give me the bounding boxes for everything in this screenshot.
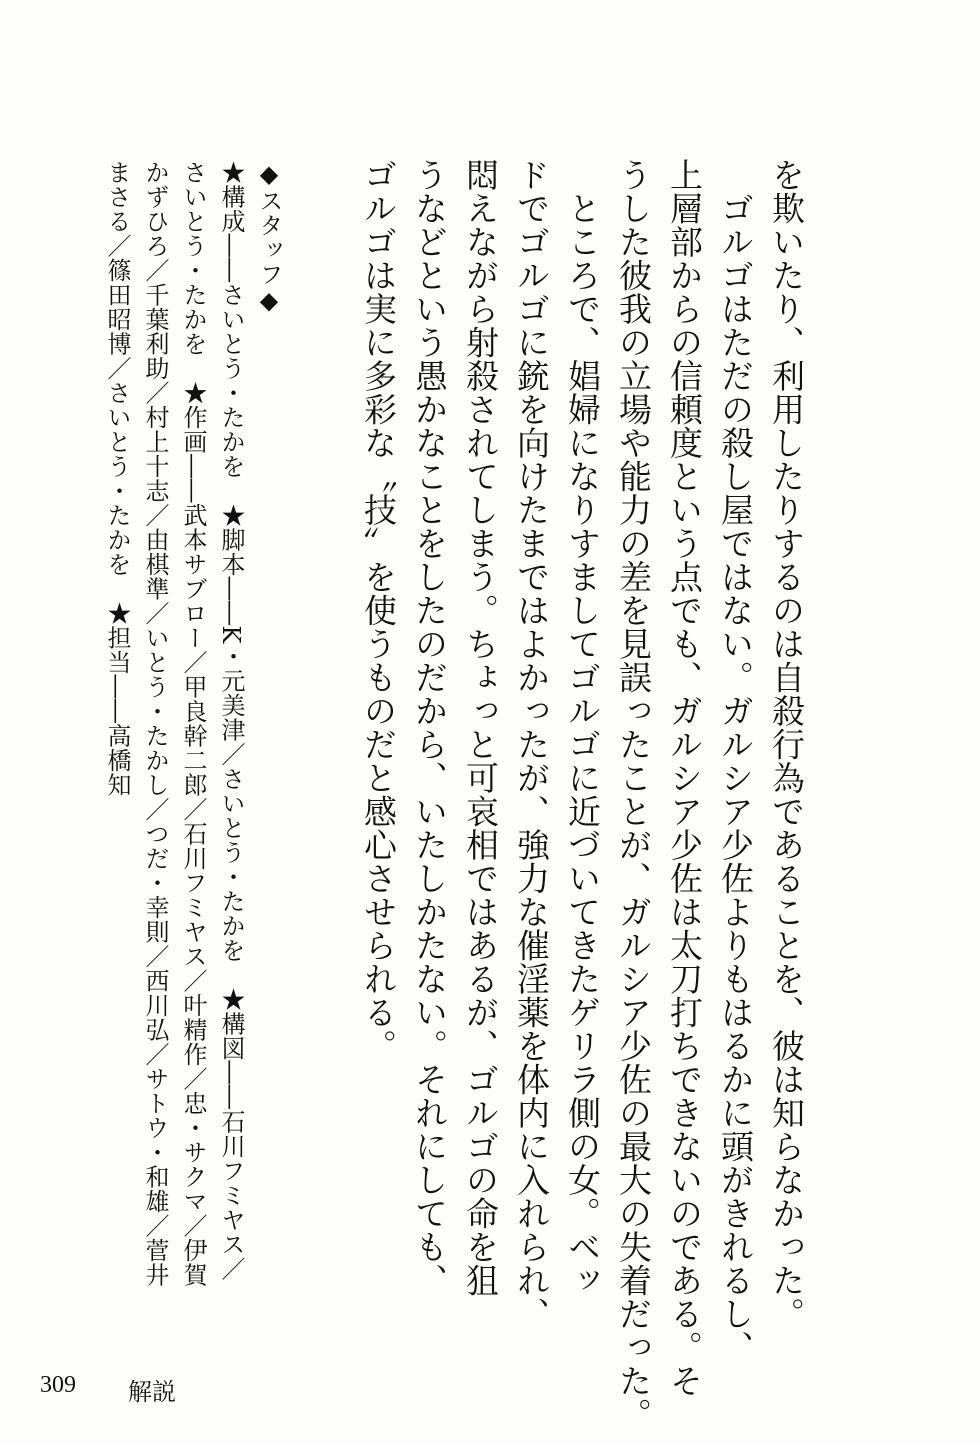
main-text bbox=[353, 158, 812, 1431]
text-column: ところで、娼婦になりすましてゴルゴに近づいてきたゲリラ側の女。ベッ bbox=[563, 158, 602, 1297]
text-column: を欺いたり、利用したりするのは自殺行為であることを、彼は知らなかった。 bbox=[767, 158, 806, 1331]
text-column: ゴルゴはただの殺し屋ではない。ガルシア少佐よりもはるかに頭がきれるし、 bbox=[716, 158, 755, 1364]
text-column: ドでゴルゴに銃を向けたまではよかったが、強力な催淫薬を体内に入れられ、 bbox=[512, 158, 551, 1331]
staff-column: さいとう・たかを ★作画――武本サブロー／甲良幹二郎／石川フミヤス／叶精作／忠・サクマ／伊賀 bbox=[179, 160, 207, 1287]
staff-heading: ◆スタッフ◆ bbox=[255, 160, 283, 315]
staff-credits bbox=[98, 160, 288, 1360]
staff-column: ★構成――さいとう・たかを ★脚本――K・元美津／さいとう・たかを ★構図――石川フミヤス／ bbox=[217, 160, 245, 1281]
staff-column: まさる／篠田昭博／さいとう・たかを ★担当――高橋知 bbox=[103, 160, 131, 797]
text-column: ゴルゴは実に多彩な〝技〟を使うものだと感心させられる。 bbox=[359, 158, 398, 1063]
page-number: 309 bbox=[40, 1372, 76, 1398]
text-column: うなどという愚かなことをしたのだから、いたしかたない。それにしても、 bbox=[410, 158, 449, 1297]
section-title: 解説 bbox=[128, 1380, 176, 1406]
text-column: 悶えながら射殺されてしまう。ちょっと可哀相ではあるが、ゴルゴの命を狙 bbox=[461, 158, 500, 1297]
text-column: 上層部からの信頼度という点でも、ガルシア少佐は太刀打ちできないのである。そ bbox=[665, 158, 704, 1398]
staff-column: かずひろ／千葉利助／村上十志／由棋準／いとう・たかし／つだ・幸則／西川弘／サトウ・和雄／菅井 bbox=[141, 160, 169, 1287]
text-column: うした彼我の立場や能力の差を見誤ったことが、ガルシア少佐の最大の失着だった。 bbox=[614, 158, 653, 1431]
